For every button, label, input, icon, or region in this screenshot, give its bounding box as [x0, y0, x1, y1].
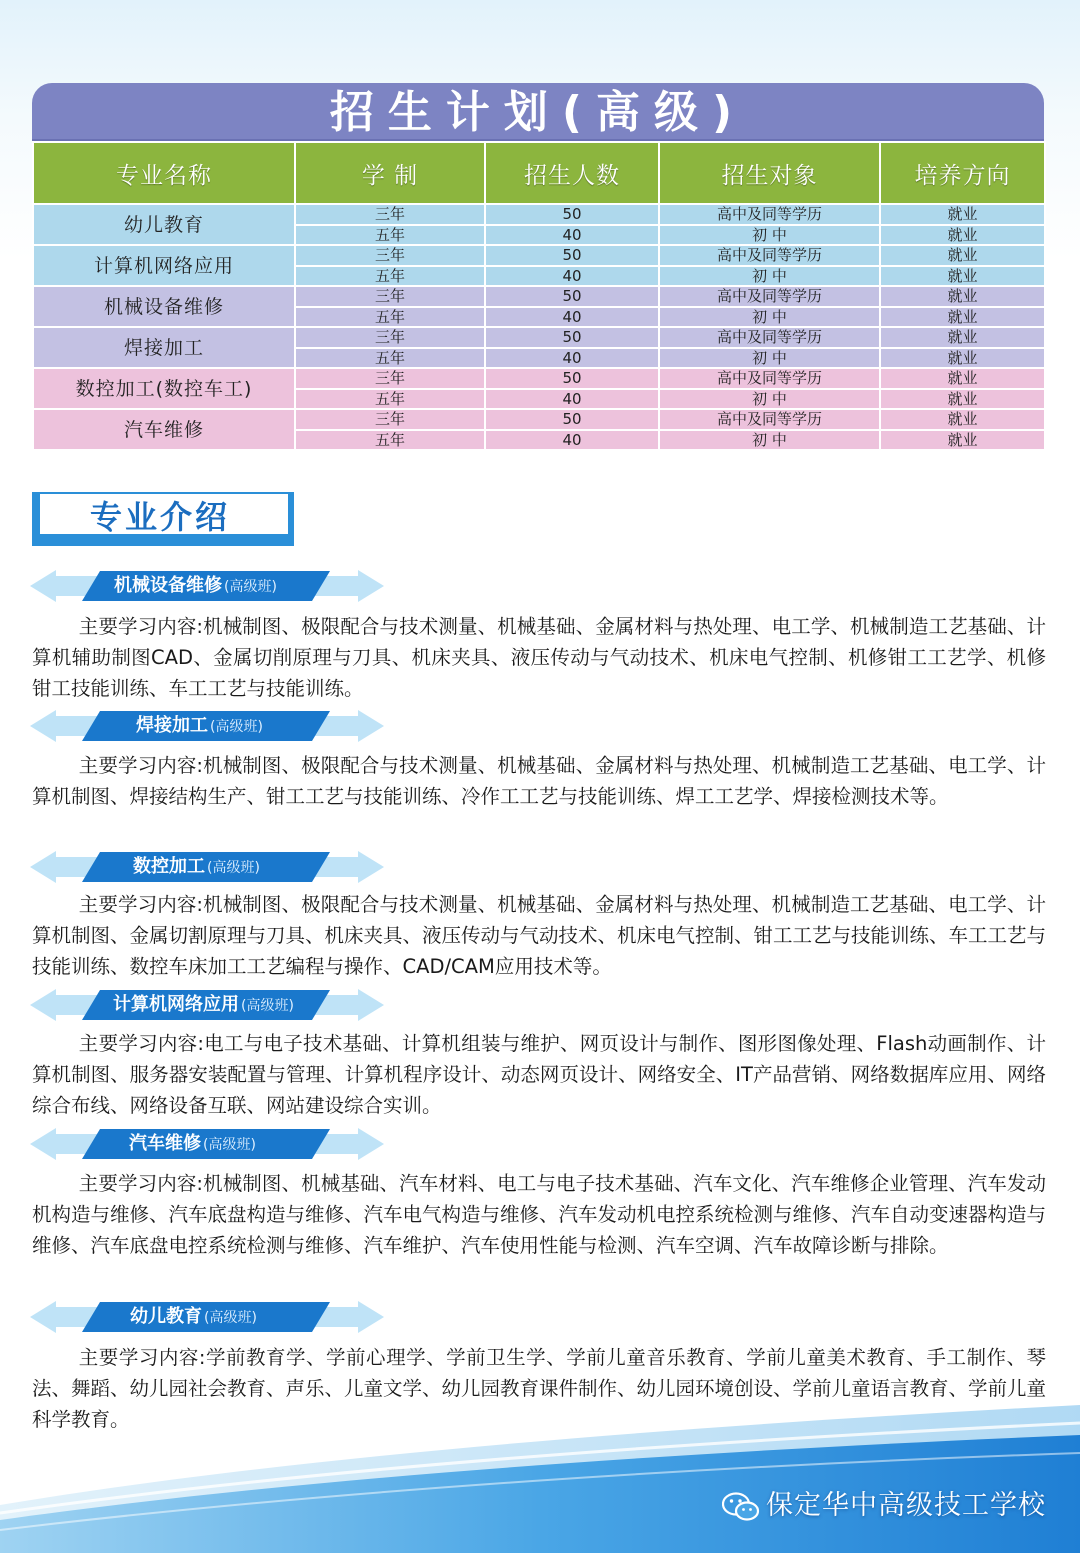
header-years: 学 制 — [295, 142, 485, 204]
cell-target: 初 中 — [659, 266, 880, 287]
cell-direction: 就业 — [880, 368, 1045, 389]
cell-direction: 就业 — [880, 327, 1045, 348]
cell-years: 五年 — [295, 389, 485, 410]
level-tag: (高级班) — [203, 1137, 256, 1153]
cell-direction: 就业 — [880, 225, 1045, 246]
cell-direction: 就业 — [880, 266, 1045, 287]
cell-direction: 就业 — [880, 307, 1045, 328]
major-banner-label — [136, 708, 263, 744]
cell-target: 高中及同等学历 — [659, 327, 880, 348]
school-brand — [722, 1484, 1046, 1528]
cell-target: 初 中 — [659, 307, 880, 328]
cell-target: 初 中 — [659, 389, 880, 410]
major-banner-label — [114, 568, 277, 604]
cell-major-name: 汽车维修 — [33, 409, 295, 450]
cell-years: 五年 — [295, 266, 485, 287]
enrollment-table — [32, 141, 1046, 451]
header-direction: 培养方向 — [880, 142, 1045, 204]
cell-count: 40 — [485, 225, 659, 246]
cell-direction: 就业 — [880, 348, 1045, 369]
footer-wave — [0, 1395, 1080, 1553]
table-row — [33, 327, 1045, 348]
cell-major-name: 机械设备维修 — [33, 286, 295, 327]
level-tag: (高级班) — [210, 719, 263, 735]
cell-target: 高中及同等学历 — [659, 245, 880, 266]
cell-direction: 就业 — [880, 204, 1045, 225]
enrollment-plan — [32, 83, 1044, 451]
cell-years: 三年 — [295, 204, 485, 225]
cell-count: 40 — [485, 266, 659, 287]
intro-heading-text: 专业介绍 — [40, 492, 290, 536]
cell-years: 五年 — [295, 307, 485, 328]
cell-target: 高中及同等学历 — [659, 368, 880, 389]
cell-count: 50 — [485, 368, 659, 389]
cell-direction: 就业 — [880, 245, 1045, 266]
cell-direction: 就业 — [880, 286, 1045, 307]
cell-target: 高中及同等学历 — [659, 286, 880, 307]
table-body — [33, 204, 1045, 450]
wechat-icon — [722, 1492, 760, 1522]
cell-count: 40 — [485, 307, 659, 328]
major-banner-label — [130, 1299, 257, 1335]
major-description: 主要学习内容:机械制图、极限配合与技术测量、机械基础、金属材料与热处理、电工学、机械制造工艺基础、计算机辅助制图CAD、金属切削原理与刀具、机床夹具、液压传动与气动技术、机床电气控制、机修钳工工艺学、机修钳工技能训练、车工工艺与技能训练。 — [32, 615, 1046, 700]
cell-major-name: 计算机网络应用 — [33, 245, 295, 286]
major-banner-label — [113, 987, 294, 1023]
major-banner — [30, 1299, 384, 1335]
header-count: 招生人数 — [485, 142, 659, 204]
major-banner — [30, 1126, 384, 1162]
major-title: 计算机网络应用 — [113, 994, 239, 1015]
cell-target: 高中及同等学历 — [659, 409, 880, 430]
cell-years: 五年 — [295, 430, 485, 451]
cell-direction: 就业 — [880, 430, 1045, 451]
major-banner — [30, 987, 384, 1023]
cell-count: 50 — [485, 327, 659, 348]
major-banner — [30, 708, 384, 744]
cell-years: 三年 — [295, 368, 485, 389]
cell-count: 50 — [485, 245, 659, 266]
level-tag: (高级班) — [204, 1310, 257, 1326]
header-target: 招生对象 — [659, 142, 880, 204]
cell-count: 40 — [485, 430, 659, 451]
major-description: 主要学习内容:机械制图、机械基础、汽车材料、电工与电子技术基础、汽车文化、汽车维修企业管理、汽车发动机构造与维修、汽车底盘构造与维修、汽车电气构造与维修、汽车发动机电控系统检测与维修、汽车自动变速器构造与维修、汽车底盘电控系统检测与维修、汽车维护、汽车使用性能与检测、汽车空调、汽车故障诊断与排除。 — [32, 1172, 1047, 1257]
cell-count: 50 — [485, 286, 659, 307]
major-title: 机械设备维修 — [114, 575, 222, 596]
cell-years: 三年 — [295, 286, 485, 307]
header-major: 专业名称 — [33, 142, 295, 204]
major-title: 数控加工 — [133, 856, 205, 877]
cell-years: 三年 — [295, 245, 485, 266]
cell-count: 50 — [485, 204, 659, 225]
major-description: 主要学习内容:机械制图、极限配合与技术测量、机械基础、金属材料与热处理、机械制造工艺基础、电工学、计算机制图、焊接结构生产、钳工工艺与技能训练、冷作工工艺与技能训练、焊工工艺学、焊接检测技术等。 — [32, 754, 1046, 808]
cell-count: 50 — [485, 409, 659, 430]
major-banner — [30, 568, 384, 604]
cell-major-name: 幼儿教育 — [33, 204, 295, 245]
cell-years: 五年 — [295, 225, 485, 246]
cell-target: 初 中 — [659, 430, 880, 451]
major-title: 幼儿教育 — [130, 1306, 202, 1327]
school-name: 保定华中高级技工学校 — [766, 1490, 1046, 1521]
table-row — [33, 286, 1045, 307]
cell-major-name: 数控加工(数控车工) — [33, 368, 295, 409]
cell-target: 高中及同等学历 — [659, 204, 880, 225]
level-tag: (高级班) — [241, 998, 294, 1014]
plan-title: 招生计划(高级) — [32, 83, 1044, 141]
table-row — [33, 204, 1045, 225]
cell-count: 40 — [485, 348, 659, 369]
major-title: 汽车维修 — [129, 1133, 201, 1154]
cell-target: 初 中 — [659, 225, 880, 246]
major-description: 主要学习内容:电工与电子技术基础、计算机组装与维护、网页设计与制作、图形图像处理、Flash动画制作、计算机制图、服务器安装配置与管理、计算机程序设计、动态网页设计、网络安全、IT产品营销、网络数据库应用、网络综合布线、网络设备互联、网站建设综合实训。 — [32, 1032, 1046, 1117]
major-banner-label — [133, 849, 260, 885]
level-tag: (高级班) — [207, 860, 260, 876]
cell-years: 三年 — [295, 409, 485, 430]
cell-count: 40 — [485, 389, 659, 410]
major-description: 主要学习内容:机械制图、极限配合与技术测量、机械基础、金属材料与热处理、机械制造工艺基础、电工学、计算机制图、金属切割原理与刀具、机床夹具、液压传动与气动技术、机床电气控制、钳工工艺与技能训练、车工工艺与技能训练、数控车床加工工艺编程与操作、CAD/CAM应用技术等。 — [32, 893, 1047, 978]
table-row — [33, 368, 1045, 389]
table-header-row — [33, 142, 1045, 204]
cell-direction: 就业 — [880, 409, 1045, 430]
cell-years: 三年 — [295, 327, 485, 348]
cell-target: 初 中 — [659, 348, 880, 369]
table-row — [33, 245, 1045, 266]
major-banner — [30, 849, 384, 885]
level-tag: (高级班) — [224, 579, 277, 595]
intro-heading — [32, 492, 294, 546]
cell-direction: 就业 — [880, 389, 1045, 410]
cell-years: 五年 — [295, 348, 485, 369]
major-description: 主要学习内容:学前教育学、学前心理学、学前卫生学、学前儿童音乐教育、学前儿童美术教育、手工制作、琴法、舞蹈、幼儿园社会教育、声乐、儿童文学、幼儿园教育课件制作、幼儿园环境创设、学前儿童语言教育、学前儿童科学教育。 — [32, 1346, 1047, 1431]
major-banner-label — [129, 1126, 256, 1162]
table-row — [33, 409, 1045, 430]
major-title: 焊接加工 — [136, 715, 208, 736]
cell-major-name: 焊接加工 — [33, 327, 295, 368]
